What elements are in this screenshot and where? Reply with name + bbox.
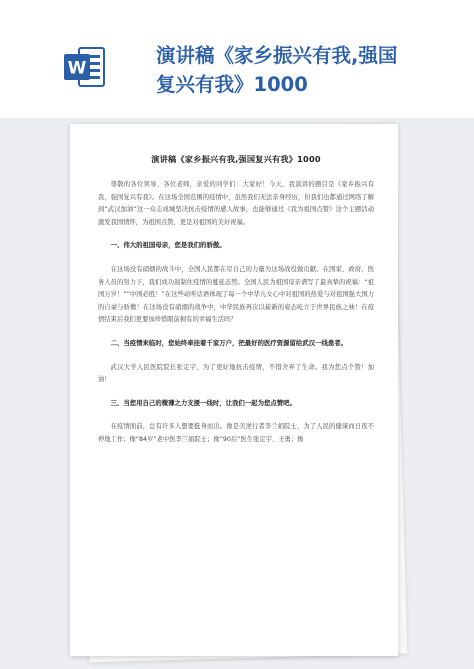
page-title [156, 41, 456, 99]
document-title: 演讲稿《家乡振兴有我,强国复兴有我》1000 [151, 154, 321, 164]
document-body [98, 154, 374, 457]
paragraph: 武汉大学人民医院院长张定宇，为了更好地抗击疫情，不惜舍弃了生命。我为您点个赞！加油！ [98, 363, 374, 384]
section-heading: 三、当您用自己的微薄之力支援一线时，让我们一起为您点赞吧。 [110, 398, 296, 407]
section-heading: 一、伟大的祖国母亲，您是我们的骄傲。 [110, 241, 226, 250]
word-document-icon [64, 45, 106, 89]
document-content [98, 179, 374, 447]
paragraph: 尊敬的各位领导、各位老师，亲爱的同学们：大家好！今天，我演讲的题目是《家乡振兴有我，强国复兴有我》。在这场全国范围的疫情中，虽然我们无法亲身经历，但我们也都通过网络了解到“武汉加油”这一众志成城坚决抗击疫情的感人故事，也能够通过《我为祖国点赞》这个主题活动激发我国情怀，为祖国点赞，更是对祖国的美好祝福。 [98, 181, 374, 226]
page-title-line1: 演讲稿《家乡振兴有我,强国 [156, 44, 398, 67]
document-page [70, 124, 398, 656]
page-title-line2: 复兴有我》1000 [156, 73, 308, 96]
header [0, 0, 474, 118]
section-heading: 二、当疫情来临时，您始终牵挂着千家万户，把最好的医疗资源留给武汉一线患者。 [110, 338, 348, 347]
paragraph: 在这场没有硝烟的战斗中，全国人民都在尽自己的力量为这场战役做贡献。在国家、政府、医务人员的努力下，我们成功遏制住疫情的蔓延态势。全国人民为祖国母亲谱写了最真挚的祝福：“祖国万岁！”“中国必胜！”在这些动听话语体现了每一个中华儿女心中对祖国的热爱与对祖国强大国力的自豪与骄傲！在这场没有硝烟的战争中，中华民族再次以崭新的姿态屹立于世界民族之林！在疫情结束后我们更要加珍惜眼前拥有的幸福生活吗？ [98, 265, 374, 324]
paragraph: 在疫情面前，总有许多人想要挺身而出。像是美逆行者李兰娟院士，为了人民的健康而日夜不停地工作；像“84岁”老中医李兰娟院士；像“90后”医生张定宇、王勇；像 [98, 423, 374, 443]
svg-text:W: W [67, 58, 87, 79]
